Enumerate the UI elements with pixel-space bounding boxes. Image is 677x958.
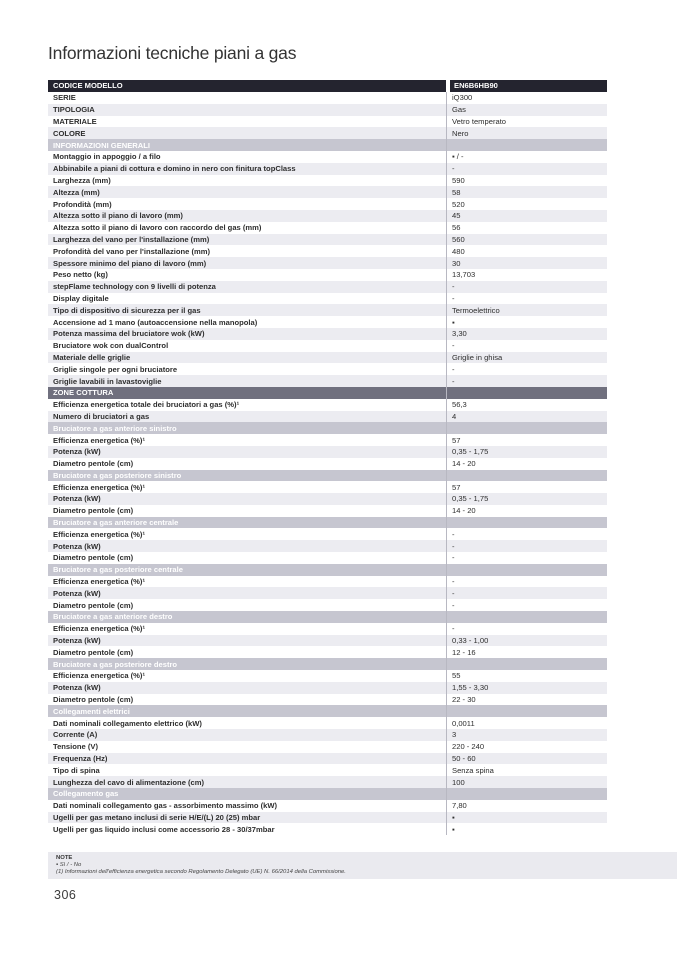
row-label: SERIE [53, 93, 76, 103]
row-label: Efficienza energetica (%)¹ [53, 435, 145, 445]
table-row [48, 375, 607, 387]
page-number: 306 [54, 888, 77, 902]
table-row [48, 163, 607, 175]
row-label: Altezza (mm) [53, 187, 100, 197]
row-label: Potenza (kW) [53, 588, 101, 598]
row-label: MATERIALE [53, 116, 97, 126]
table-row [48, 186, 607, 198]
row-label: Spessore minimo del piano di lavoro (mm) [53, 258, 207, 268]
row-value: 57 [452, 435, 461, 445]
table-row [48, 729, 607, 741]
table-row [48, 234, 607, 246]
table-row [48, 257, 607, 269]
row-label: Potenza massima del bruciatore wok (kW) [53, 329, 205, 339]
row-label: Altezza sotto il piano di lavoro con raccordo del gas (mm) [53, 223, 262, 233]
row-value: 58 [452, 187, 461, 197]
table-row [48, 682, 607, 694]
table-row [48, 116, 607, 128]
table-row [48, 340, 607, 352]
table-row [48, 352, 607, 364]
table-row [48, 198, 607, 210]
row-label: Larghezza (mm) [53, 175, 111, 185]
row-label: Efficienza energetica (%)¹ [53, 482, 145, 492]
table-row [48, 753, 607, 765]
table-row [48, 540, 607, 552]
row-label: Tipo di dispositivo di sicurezza per il gas [53, 305, 201, 315]
row-value: 50 - 60 [452, 754, 476, 764]
section-header-row [48, 422, 607, 434]
note-line: (1) Informazioni dell'efficienza energetica secondo Regolamento Delegato (UE) N. 66/2014 della Commissione. [56, 869, 346, 875]
table-row [48, 458, 607, 470]
table-row [48, 599, 607, 611]
row-label: Efficienza energetica (%)¹ [53, 671, 145, 681]
row-label: Larghezza del vano per l'installazione (mm) [53, 234, 210, 244]
row-label: Numero di bruciatori a gas [53, 411, 150, 421]
table-row [48, 741, 607, 753]
table-row [48, 764, 607, 776]
row-label: Diametro pentole (cm) [53, 600, 134, 610]
row-label: Ugelli per gas liquido inclusi come accessorio 28 - 30/37mbar [53, 824, 275, 834]
row-value: - [452, 600, 455, 610]
section-header-label: Collegamento gas [53, 789, 119, 799]
table-row [48, 481, 607, 493]
row-label: Dati nominali collegamento gas - assorbimento massimo (kW) [53, 801, 278, 811]
row-label: Efficienza energetica (%)¹ [53, 529, 145, 539]
row-value: 3,30 [452, 329, 467, 339]
row-label: Potenza (kW) [53, 447, 101, 457]
row-value: Senza spina [452, 765, 494, 775]
row-value: - [452, 282, 455, 292]
section-header-label: ZONE COTTURA [53, 388, 114, 398]
note-line: ▪ Sì / - No [56, 862, 82, 868]
section-header-row [48, 658, 607, 670]
row-label: Potenza (kW) [53, 636, 101, 646]
row-value: Griglie in ghisa [452, 352, 503, 362]
row-value: 30 [452, 258, 461, 268]
notes-block [48, 852, 677, 879]
row-value: 57 [452, 482, 461, 492]
table-row [48, 411, 607, 423]
section-header-label: Bruciatore a gas posteriore sinistro [53, 470, 182, 480]
row-label: Potenza (kW) [53, 683, 101, 693]
notes-title: NOTE [56, 855, 73, 861]
section-header-label: Bruciatore a gas anteriore centrale [53, 518, 179, 528]
row-label: Altezza sotto il piano di lavoro (mm) [53, 211, 183, 221]
row-value: - [452, 577, 455, 587]
table-row [48, 694, 607, 706]
section-header-row [48, 788, 607, 800]
row-label: Efficienza energetica totale dei bruciatori a gas (%)¹ [53, 400, 240, 410]
row-label: Efficienza energetica (%)¹ [53, 577, 145, 587]
row-label: Profondità del vano per l'installazione (mm) [53, 246, 211, 256]
table-row [48, 363, 607, 375]
section-header-row [48, 387, 607, 399]
row-value: 12 - 16 [452, 647, 476, 657]
table-row [48, 812, 607, 824]
row-value: 56,3 [452, 400, 467, 410]
page-title: Informazioni tecniche piani a gas [48, 43, 297, 63]
row-label: Montaggio in appoggio / a filo [53, 152, 161, 162]
row-value: 560 [452, 234, 465, 244]
table-row [48, 304, 607, 316]
row-value: 55 [452, 671, 461, 681]
table-body [48, 92, 607, 835]
row-label: stepFlame technology con 9 livelli di potenza [53, 282, 216, 292]
row-value: - [452, 588, 455, 598]
row-label: Lunghezza del cavo di alimentazione (cm) [53, 777, 205, 787]
row-value: ▪ [452, 317, 455, 327]
row-label: Accensione ad 1 mano (autoaccensione nella manopola) [53, 317, 258, 327]
row-label: Diametro pentole (cm) [53, 459, 134, 469]
row-value: - [452, 529, 455, 539]
row-value: 0,35 - 1,75 [452, 494, 489, 504]
table-row [48, 281, 607, 293]
table-row [48, 210, 607, 222]
model-code: EN6B6HB90 [450, 80, 607, 92]
row-value: - [452, 553, 455, 563]
table-row [48, 328, 607, 340]
row-value: 0,33 - 1,00 [452, 636, 489, 646]
row-value: 520 [452, 199, 465, 209]
row-label: Bruciatore wok con dualControl [53, 341, 169, 351]
section-header-label: INFORMAZIONI GENERALI [53, 140, 151, 150]
row-value: 220 - 240 [452, 742, 485, 752]
row-value: 590 [452, 175, 465, 185]
row-label: Peso netto (kg) [53, 270, 108, 280]
row-value: 3 [452, 730, 457, 740]
row-value: - [452, 376, 455, 386]
row-value: 0,35 - 1,75 [452, 447, 489, 457]
table-row [48, 493, 607, 505]
table-row [48, 800, 607, 812]
section-header-row [48, 139, 607, 151]
row-label: TIPOLOGIA [53, 105, 95, 115]
row-label: Ugelli per gas metano inclusi di serie H/E/(L) 20 (25) mbar [53, 813, 261, 822]
row-label: Tensione (V) [53, 742, 99, 752]
section-header-row [48, 705, 607, 717]
row-label: Diametro pentole (cm) [53, 647, 134, 657]
table-row [48, 175, 607, 187]
row-value: - [452, 164, 455, 174]
row-value: 100 [452, 777, 465, 787]
row-value: 56 [452, 223, 461, 233]
table-row [48, 151, 607, 163]
table-row [48, 222, 607, 234]
table-row [48, 434, 607, 446]
row-label: Tipo di spina [53, 765, 100, 775]
section-header-row [48, 611, 607, 623]
row-value: 1,55 - 3,30 [452, 683, 489, 693]
spec-table [48, 80, 607, 835]
row-value: ▪ [452, 813, 455, 822]
table-row [48, 505, 607, 517]
row-label: Dati nominali collegamento elettrico (kW) [53, 718, 202, 728]
table-row [48, 399, 607, 411]
table-row [48, 823, 607, 835]
table-row [48, 104, 607, 116]
row-value: Nero [452, 128, 469, 138]
row-value: iQ300 [452, 93, 473, 103]
table-row [48, 717, 607, 729]
table-row [48, 245, 607, 257]
table-row [48, 670, 607, 682]
table-row [48, 446, 607, 458]
table-row [48, 127, 607, 139]
row-value: - [452, 624, 455, 634]
section-header-row [48, 470, 607, 482]
row-value: 22 - 30 [452, 695, 476, 705]
table-row [48, 776, 607, 788]
row-value: 14 - 20 [452, 506, 476, 516]
table-row [48, 316, 607, 328]
row-value: 480 [452, 246, 465, 256]
table-row [48, 269, 607, 281]
row-value: Vetro temperato [452, 116, 507, 126]
row-label: Griglie lavabili in lavastoviglie [53, 376, 162, 386]
row-label: Diametro pentole (cm) [53, 695, 134, 705]
row-value: 13,703 [452, 270, 476, 280]
table-header-row [48, 80, 607, 92]
section-header-label: Bruciatore a gas posteriore centrale [53, 565, 183, 575]
row-label: Griglie singole per ogni bruciatore [53, 364, 178, 374]
row-value: 14 - 20 [452, 459, 476, 469]
row-label: Profondità (mm) [53, 199, 112, 209]
row-label: Efficienza energetica (%)¹ [53, 624, 145, 634]
table-row [48, 552, 607, 564]
section-header-label: Bruciatore a gas posteriore destro [53, 659, 178, 669]
row-value: - [452, 364, 455, 374]
row-label: Display digitale [53, 293, 109, 303]
row-value: Gas [452, 105, 466, 115]
section-header-label: Bruciatore a gas anteriore sinistro [53, 423, 177, 433]
row-value: 4 [452, 411, 457, 421]
row-value: Termoelettrico [452, 305, 500, 315]
row-value: ▪ [452, 824, 455, 834]
section-header-row [48, 564, 607, 576]
row-value: - [452, 341, 455, 351]
row-label: Abbinabile a piani di cottura e domino in nero con finitura topClass [53, 164, 296, 174]
section-header-label: Bruciatore a gas anteriore destro [53, 612, 173, 622]
table-row [48, 623, 607, 635]
table-row [48, 646, 607, 658]
row-label: COLORE [53, 128, 86, 138]
section-header-row [48, 517, 607, 529]
row-value: - [452, 293, 455, 303]
row-label: Diametro pentole (cm) [53, 553, 134, 563]
row-label: Diametro pentole (cm) [53, 506, 134, 516]
section-header-label: Collegamenti elettrici [53, 706, 130, 716]
row-value: 7,80 [452, 801, 467, 811]
table-row [48, 576, 607, 588]
row-value: 0,0011 [452, 718, 475, 728]
row-label: Potenza (kW) [53, 541, 101, 551]
table-row [48, 587, 607, 599]
table-row [48, 293, 607, 305]
table-row [48, 528, 607, 540]
row-label: Frequenza (Hz) [53, 754, 108, 764]
row-label: Corrente (A) [53, 730, 98, 740]
row-label: Materiale delle griglie [53, 352, 131, 362]
row-value: ▪ / - [452, 152, 464, 162]
table-row [48, 635, 607, 647]
row-value: - [452, 541, 455, 551]
row-label: Potenza (kW) [53, 494, 101, 504]
row-value: 45 [452, 211, 461, 221]
table-header-label: CODICE MODELLO [48, 80, 446, 92]
table-row [48, 92, 607, 104]
